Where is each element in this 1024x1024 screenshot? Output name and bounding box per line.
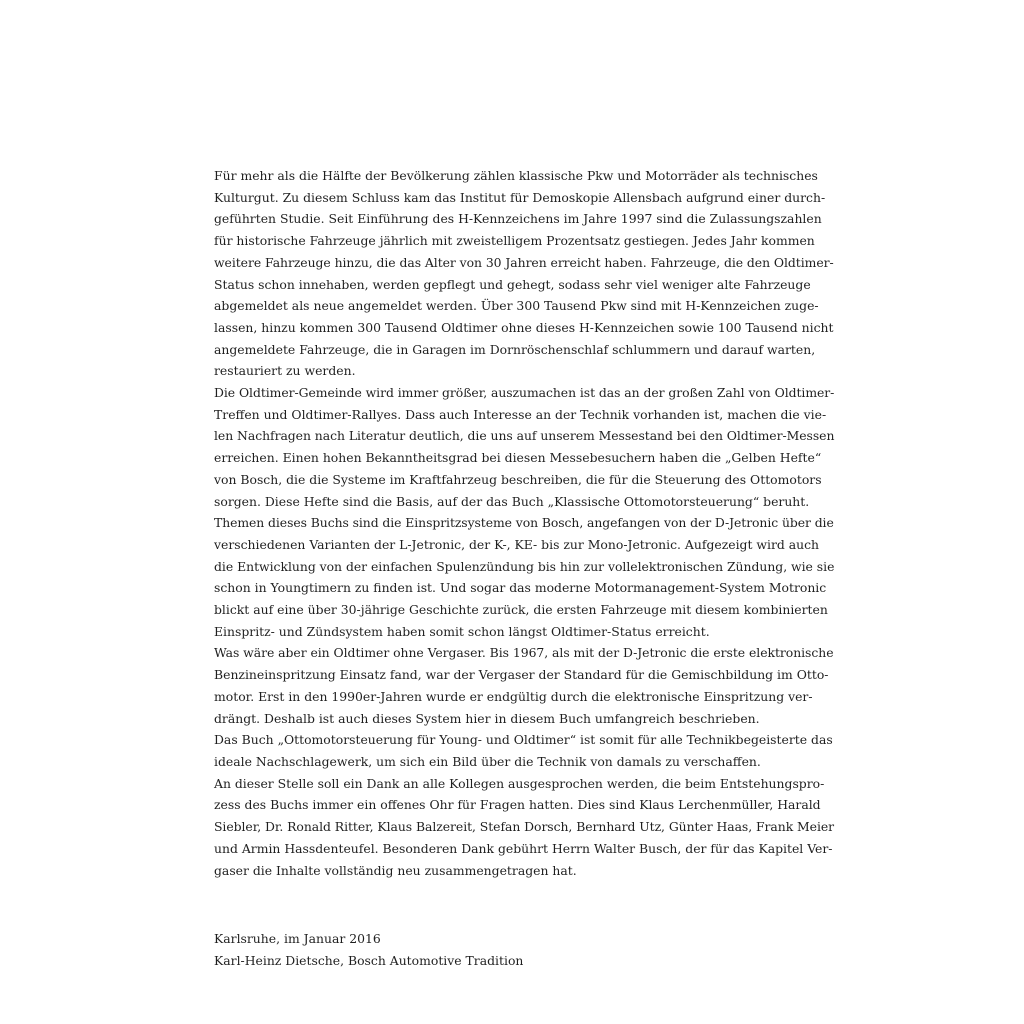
text-line: drängt. Deshalb ist auch dieses System hier in diesem Buch umfangreich beschrieben. bbox=[214, 710, 760, 726]
text-line: abgemeldet als neue angemeldet werden. Über 300 Tausend Pkw sind mit H-Kennzeichen zuge- bbox=[214, 298, 819, 314]
text-line: Kulturgut. Zu diesem Schluss kam das Institut für Demoskopie Allensbach aufgrund einer durch- bbox=[214, 189, 826, 205]
text-line: restauriert zu werden. bbox=[214, 363, 356, 379]
text-line: An dieser Stelle soll ein Dank an alle Kollegen ausgesprochen werden, die beim Entstehungspro- bbox=[214, 775, 825, 791]
text-line: Status schon innehaben, werden gepflegt und gehegt, sodass sehr viel weniger alte Fahrzeuge bbox=[214, 276, 811, 292]
author-line: Karl-Heinz Dietsche, Bosch Automotive Tradition bbox=[214, 952, 524, 968]
preface-body-text bbox=[214, 165, 834, 881]
text-line: angemeldete Fahrzeuge, die in Garagen im Dornröschenschlaf schlummern und darauf warten, bbox=[214, 341, 816, 357]
signature-block bbox=[214, 928, 834, 971]
text-line: die Entwicklung von der einfachen Spulenzündung bis hin zur vollelektronischen Zündung, wie sie bbox=[214, 558, 835, 574]
text-line: Treffen und Oldtimer-Rallyes. Dass auch Interesse an der Technik vorhanden ist, machen die vie- bbox=[214, 406, 827, 422]
text-line: ideale Nachschlagewerk, um sich ein Bild über die Technik von damals zu verschaffen. bbox=[214, 753, 761, 769]
text-line: Themen dieses Buchs sind die Einspritzsysteme von Bosch, angefangen von der D-Jetronic über die bbox=[214, 515, 834, 531]
text-line: verschiedenen Varianten der L-Jetronic, der K-, KE- bis zur Mono-Jetronic. Aufgezeigt wird auch bbox=[214, 536, 820, 552]
text-line: motor. Erst in den 1990er-Jahren wurde er endgültig durch die elektronische Einspritzung ver- bbox=[214, 688, 813, 704]
text-line: Die Oldtimer-Gemeinde wird immer größer, auszumachen ist das an der großen Zahl von Oldtimer- bbox=[214, 385, 835, 401]
text-line: lassen, hinzu kommen 300 Tausend Oldtimer ohne dieses H-Kennzeichen sowie 100 Tausend nicht bbox=[214, 319, 834, 335]
text-line: zess des Buchs immer ein offenes Ohr für Fragen hatten. Dies sind Klaus Lerchenmüller, Harald bbox=[214, 797, 821, 813]
text-line: schon in Youngtimern zu finden ist. Und sogar das moderne Motormanagement-System Motronic bbox=[214, 580, 827, 596]
text-line: von Bosch, die die Systeme im Kraftfahrzeug beschreiben, die für die Steuerung des Ottomotors bbox=[214, 471, 822, 487]
text-line: erreichen. Einen hohen Bekanntheitsgrad bei diesen Messebesuchern haben die „Gelben Hefte“ bbox=[214, 450, 822, 466]
text-line: len Nachfragen nach Literatur deutlich, die uns auf unserem Messestand bei den Oldtimer-Messen bbox=[214, 428, 835, 444]
text-line: Einspritz- und Zündsystem haben somit schon längst Oldtimer-Status erreicht. bbox=[214, 623, 710, 639]
text-line: und Armin Hassdenteufel. Besonderen Dank gebührt Herrn Walter Busch, der für das Kapitel Ver- bbox=[214, 840, 833, 856]
text-line: blickt auf eine über 30-jährige Geschichte zurück, die ersten Fahrzeuge mit diesem kombinierten bbox=[214, 602, 828, 618]
text-line: Für mehr als die Hälfte der Bevölkerung zählen klassische Pkw und Motorräder als technisches bbox=[214, 168, 818, 183]
text-line: Was wäre aber ein Oldtimer ohne Vergaser. Bis 1967, als mit der D-Jetronic die erste elektronische bbox=[214, 645, 834, 661]
place-date-line: Karlsruhe, im Januar 2016 bbox=[214, 931, 381, 946]
text-line: Das Buch „Ottomotorsteuerung für Young- und Oldtimer“ ist somit für alle Technikbegeisterte das bbox=[214, 732, 833, 748]
text-line: gaser die Inhalte vollständig neu zusammengetragen hat. bbox=[214, 862, 577, 878]
text-line: weitere Fahrzeuge hinzu, die das Alter von 30 Jahren erreicht haben. Fahrzeuge, die den Oldtimer- bbox=[214, 254, 834, 270]
text-line: Benzineinspritzung Einsatz fand, war der Vergaser der Standard für die Gemischbildung im Otto- bbox=[214, 667, 829, 683]
text-line: Siebler, Dr. Ronald Ritter, Klaus Balzereit, Stefan Dorsch, Bernhard Utz, Günter Haas, Frank Meier bbox=[214, 819, 835, 835]
text-line: geführten Studie. Seit Einführung des H-Kennzeichens im Jahre 1997 sind die Zulassungszahlen bbox=[214, 211, 822, 227]
text-line: für historische Fahrzeuge jährlich mit zweistelligem Prozentsatz gestiegen. Jedes Jahr kommen bbox=[214, 233, 815, 249]
text-line: sorgen. Diese Hefte sind die Basis, auf der das Buch „Klassische Ottomotorsteuerung“ beruht. bbox=[214, 493, 810, 509]
